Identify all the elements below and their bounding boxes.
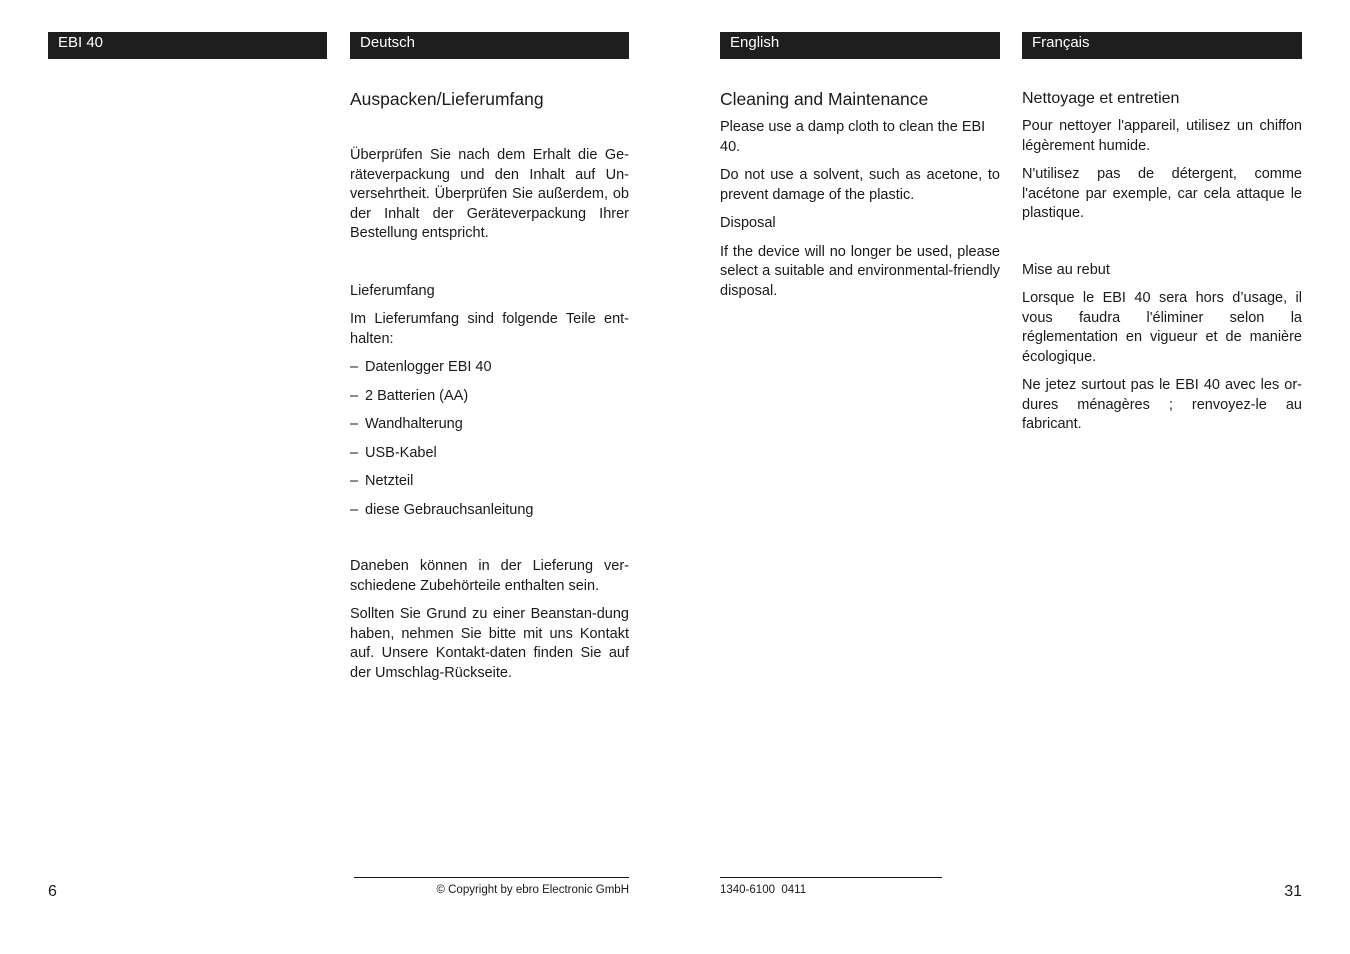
product-name: EBI 40 [58, 34, 104, 51]
english-paragraph-cleaning: Please use a damp cloth to clean the EBI 40. [720, 119, 986, 155]
list-item: – Netzteil [350, 472, 629, 492]
page-number-right: 31 [1284, 883, 1302, 900]
list-item: – 2 Batterien (AA) [350, 387, 629, 407]
german-language-label: Deutsch [360, 34, 416, 51]
french-column [1022, 88, 1302, 435]
dash-bullet: – [350, 444, 359, 461]
footer-rule-left [354, 877, 629, 878]
english-paragraph-solvent: Do not use a solvent, such as acetone, to prevent damage of the plastic. [720, 167, 1000, 203]
french-paragraph-detergent: N'utilisez pas de détergent, comme l'acétone par exemple, car cela attaque le plastique. [1022, 166, 1302, 221]
german-paragraph-complaints: Sollten Sie Grund zu einer Beanstan-dung haben, nehmen Sie bitte mit uns Kontakt auf. Unsere Kontakt-daten finden Sie auf der Umschlag-Rückseite. [350, 606, 629, 681]
english-column [720, 88, 1000, 301]
footer-rule-right [720, 877, 942, 878]
copyright-notice: © Copyright by ebro Electronic GmbH [436, 884, 629, 896]
german-subtitle-delivery: Lieferumfang [350, 282, 435, 299]
document-code: 1340-6100 0411 [720, 884, 807, 896]
german-header-bar [350, 32, 629, 59]
list-item: – USB-Kabel [350, 444, 629, 464]
list-item: – diese Gebrauchsanleitung [350, 501, 629, 521]
page-number-left: 6 [48, 883, 57, 900]
product-header-bar [48, 32, 327, 59]
dash-bullet: – [350, 416, 359, 432]
list-item: – Wandhalterung [350, 415, 629, 435]
english-language-label: English [730, 34, 780, 51]
german-paragraph-accessories: Daneben können in der Lieferung ver-schiedene Zubehörteile enthalten sein. [350, 558, 629, 594]
german-delivery-intro: Im Lieferumfang sind folgende Teile ent-halten: [350, 311, 629, 347]
english-subtitle-disposal: Disposal [720, 215, 776, 231]
dash-bullet: – [350, 359, 359, 375]
dash-bullet: – [350, 473, 359, 489]
french-paragraph-cleaning: Pour nettoyer l'appareil, utilisez un chiffon légèrement humide. [1022, 118, 1302, 154]
french-section-title: Nettoyage et entretien [1022, 90, 1180, 107]
french-header-bar [1022, 32, 1302, 59]
german-section-title: Auspacken/Lieferumfang [350, 89, 544, 109]
german-column [350, 88, 629, 683]
english-header-bar [720, 32, 1000, 59]
french-subtitle-disposal: Mise au rebut [1022, 261, 1110, 278]
dash-bullet: – [350, 387, 359, 404]
english-section-title: Cleaning and Maintenance [720, 89, 929, 109]
german-delivery-list [350, 358, 629, 520]
dash-bullet: – [350, 501, 359, 518]
french-paragraph-household-waste: Ne jetez surtout pas le EBI 40 avec les or-dures ménagères ; renvoyez-le au fabricant. [1022, 377, 1302, 432]
french-paragraph-disposal: Lorsque le EBI 40 sera hors d’usage, il vous faudra l'éliminer selon la réglementation en vigueur et de manière écologique. [1022, 290, 1302, 365]
german-paragraph-inspection: Überprüfen Sie nach dem Erhalt die Ge-räteverpackung und den Inhalt auf Un-versehrtheit. Überprüfen Sie außerdem, ob der Inhalt der Geräteverpackung Ihrer Bestellung entspricht. [350, 147, 629, 241]
list-item: – Datenlogger EBI 40 [350, 358, 629, 378]
french-language-label: Français [1032, 34, 1090, 51]
english-paragraph-disposal: If the device will no longer be used, please select a suitable and environmental-friendly disposal. [720, 243, 1000, 299]
